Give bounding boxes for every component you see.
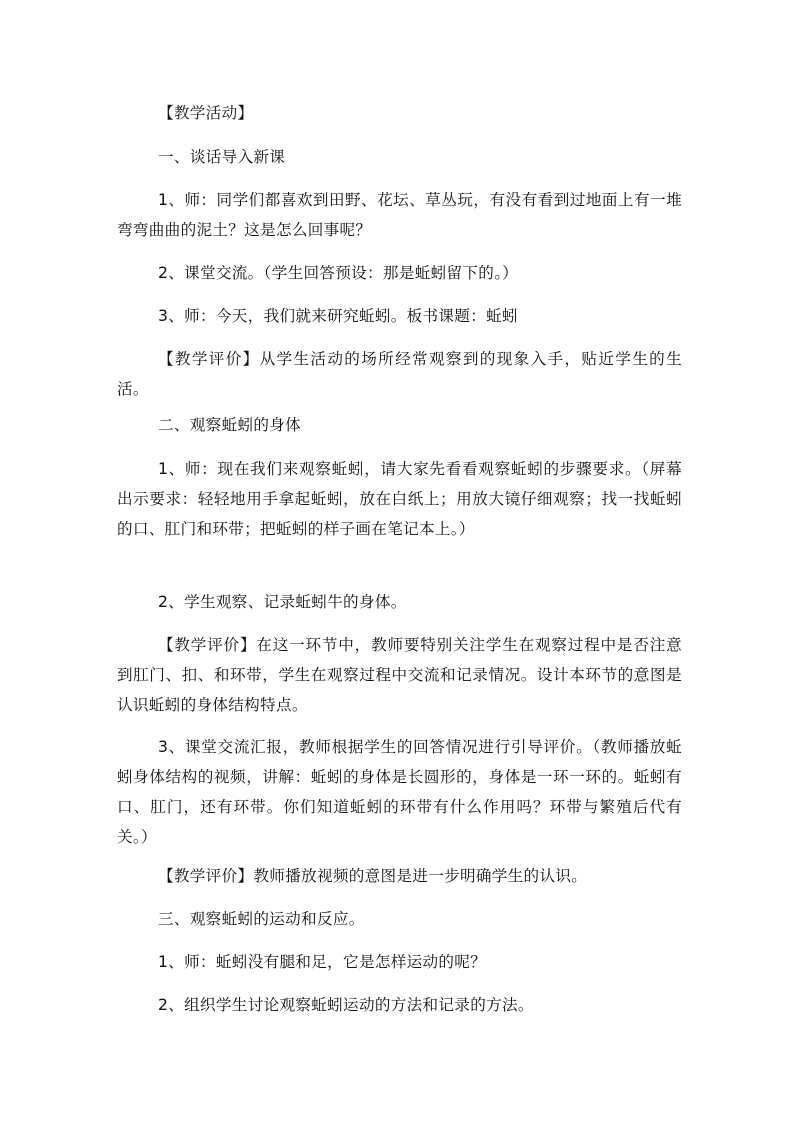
paragraph-teacher-question: 1、师：同学们都喜欢到田野、花坛、草丛玩，有没有看到过地面上有一堆弯弯曲曲的泥土？这是怎么回事呢？ [117,191,682,239]
heading-part-two: 二、观察蚯蚓的身体 [158,416,302,434]
paragraph-evaluation-two: 【教学评价】在这一环节中，教师要特别关注学生在观察过程中是否注意到肛门、扣、和环带，学生在观察过程中交流和记录情况。设计本环节的意图是认识蚯蚓的身体结构特点。 [117,636,682,714]
paragraph-class-discussion: 2、课堂交流。（学生回答预设：那是蚯蚓留下的。） [158,264,519,282]
section-heading-teaching-activities: 【教学活动】 [158,104,254,122]
paragraph-class-report: 3、课堂交流汇报，教师根据学生的回答情况进行引导评价。（教师播放蚯蚓身体结构的视频，讲解：蚯蚓的身体是长圆形的，身体是一环一环的。蚯蚓有口、肛门，还有环带。你们知道蚯蚓的环带有什么作用吗？环带与繁殖后代有关。） [117,738,682,846]
heading-part-three: 三、观察蚯蚓的运动和反应。 [158,910,365,928]
paragraph-movement-question: 1、师：蚯蚓没有腿和足，它是怎样运动的呢？ [158,953,487,971]
paragraph-lesson-topic: 3、师：今天，我们就来研究蚯蚓。板书课题：蚯蚓 [158,307,518,325]
paragraph-evaluation-three: 【教学评价】教师播放视频的意图是进一步明确学生的认识。 [158,867,588,885]
heading-part-one: 一、谈话导入新课 [158,148,286,166]
paragraph-observation-steps: 1、师：现在我们来观察蚯蚓，请大家先看看观察蚯蚓的步骤要求。（屏幕出示要求：轻轻地用手拿起蚯蚓，放在白纸上；用放大镜仔细观察；找一找蚯蚓的口、肛门和环带；把蚯蚓的样子画在笔记本上。） [117,460,682,538]
paragraph-evaluation-one: 【教学评价】从学生活动的场所经常观察到的现象入手，贴近学生的生活。 [117,350,682,398]
paragraph-discussion-method: 2、组织学生讨论观察蚯蚓运动的方法和记录的方法。 [158,996,534,1014]
paragraph-student-observation: 2、学生观察、记录蚯蚓牛的身体。 [158,593,407,611]
